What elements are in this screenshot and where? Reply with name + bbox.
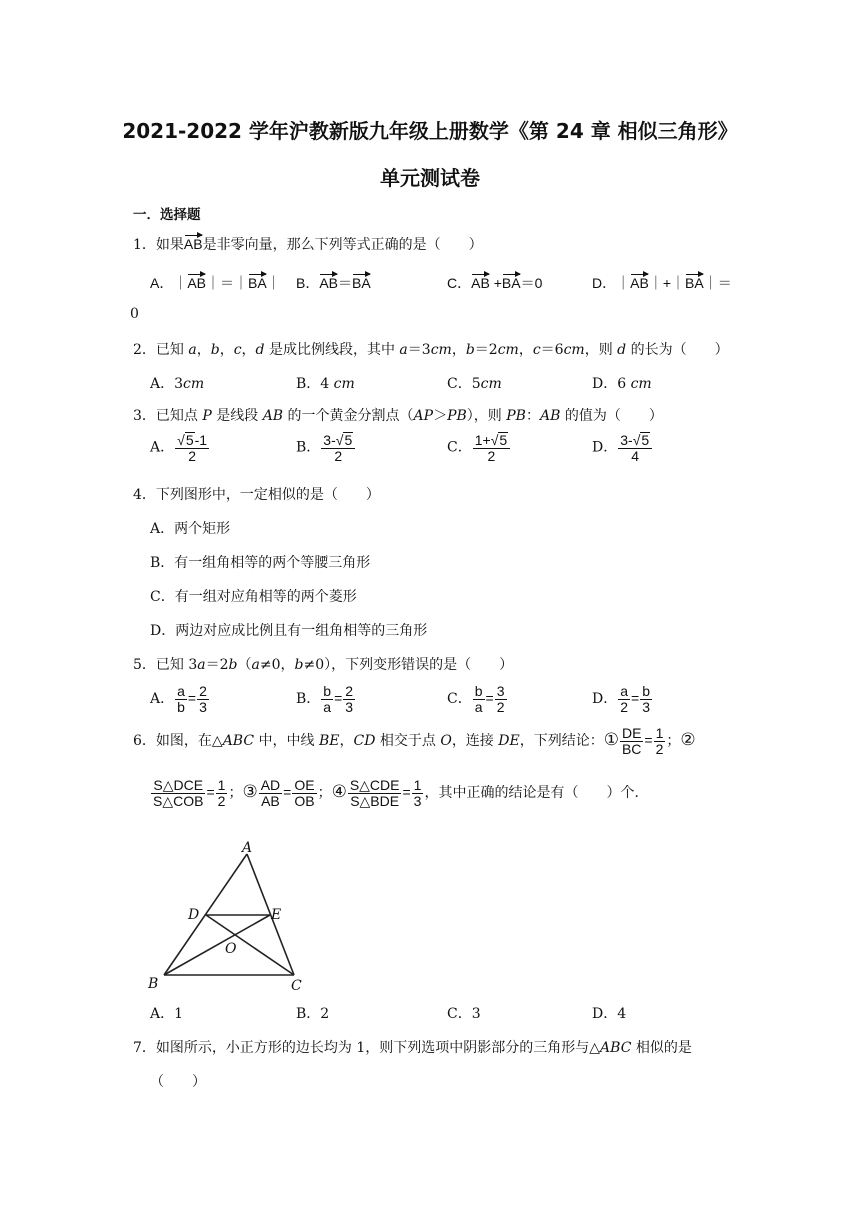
var: b	[465, 342, 475, 358]
vector: BA	[502, 271, 521, 291]
unit: cm	[630, 376, 652, 392]
numerator: 1	[413, 777, 422, 793]
equals: =	[283, 784, 292, 801]
q1-option-a: A．｜AB｜＝｜BA｜	[150, 271, 281, 293]
unit: cm	[497, 342, 519, 358]
equals: =	[485, 690, 494, 707]
equals: ＝	[220, 275, 235, 291]
radicand: 5	[344, 432, 353, 448]
text: （	[237, 657, 252, 673]
vector: AB	[471, 271, 490, 291]
fraction	[292, 778, 316, 808]
equals: =	[631, 690, 640, 707]
text: ，连接	[451, 733, 499, 750]
fraction	[618, 432, 652, 463]
var: a	[188, 342, 197, 358]
var: AP	[413, 408, 434, 424]
vector: BA	[352, 271, 371, 291]
vector: BA	[248, 271, 267, 291]
numerator: a	[620, 683, 629, 699]
denominator: 3	[345, 698, 354, 715]
question-1-stem	[133, 232, 483, 254]
label-a: A	[242, 840, 253, 856]
q2-option-b	[296, 373, 355, 393]
vector-ab: AB	[184, 232, 203, 252]
num-pre: 1+	[474, 432, 491, 448]
equals: =	[402, 784, 411, 801]
q2-option-d	[592, 373, 652, 393]
var: b	[228, 657, 238, 673]
fraction	[259, 778, 282, 808]
section-heading: 一．选择题	[133, 207, 201, 223]
q2-option-c	[447, 373, 502, 393]
q5-option-a	[150, 684, 210, 714]
fraction	[473, 432, 510, 463]
text: ＞	[433, 408, 448, 424]
q4-option-b: B．有一组角相等的两个等腰三角形	[150, 555, 371, 571]
text: 7．如图所示，小正方形的边长均为 1，则下列选项中阴影部分的三角形与△	[133, 1040, 601, 1056]
var: ABC	[600, 1040, 632, 1056]
text: ：	[525, 408, 540, 424]
text: ，下列结论：	[519, 733, 604, 750]
denominator: b	[177, 698, 185, 715]
q3-option-a	[150, 432, 210, 463]
sep: ；	[666, 733, 681, 750]
circled-1: ①	[603, 730, 619, 751]
question-7-stem	[133, 1037, 692, 1057]
fraction	[175, 432, 209, 463]
root-sign: √	[632, 432, 641, 448]
fraction	[175, 684, 187, 714]
numerator: 1	[217, 777, 226, 793]
numerator: 2	[199, 683, 207, 699]
label-o: O	[225, 941, 237, 957]
q5-option-b	[296, 684, 356, 714]
denominator: 2	[655, 740, 664, 757]
radicand: 5	[641, 432, 650, 448]
var: AB	[539, 408, 561, 424]
option-label: B．	[296, 275, 320, 291]
fraction	[321, 684, 333, 714]
vector: AB	[319, 271, 338, 291]
text: ＝6	[540, 342, 564, 358]
q6-option-a: A．1	[150, 1006, 184, 1022]
question-4-stem: 4．下列图形中，一定相似的是（ ）	[133, 487, 380, 503]
q2-option-a	[150, 373, 204, 393]
text: 5．已知 3	[133, 657, 198, 673]
option-label: D．	[592, 439, 618, 456]
option-label: D．	[592, 275, 617, 291]
var: d	[255, 342, 265, 358]
vector: AB	[630, 271, 649, 291]
text: ＝2	[474, 342, 498, 358]
equals: =	[187, 690, 197, 707]
equals: =	[334, 690, 343, 707]
numerator: b	[474, 683, 483, 699]
option-label: A．	[150, 275, 174, 291]
equals-zero: ＝0	[520, 275, 543, 291]
option-label: C．	[447, 691, 472, 708]
fraction	[640, 684, 652, 714]
q1-suffix: 是非零向量，那么下列等式正确的是（ ）	[202, 237, 483, 253]
numerator: DE	[621, 725, 642, 741]
fraction	[216, 778, 228, 808]
fraction	[618, 684, 630, 714]
option-label: D．	[592, 691, 618, 708]
text: ≠0），下列变形错误的是（ ）	[303, 657, 514, 673]
option-text: D．6	[592, 376, 631, 392]
radicand: 5	[185, 432, 194, 448]
question-6-stem-line2	[150, 778, 648, 808]
label-b: B	[148, 976, 159, 992]
segment-cd	[206, 915, 294, 975]
label-e: E	[271, 907, 282, 923]
option-label: A．	[150, 691, 175, 708]
fraction	[343, 684, 355, 714]
q5-option-d	[592, 684, 653, 714]
fraction	[620, 726, 643, 756]
text: 是线段	[211, 408, 263, 424]
numerator: 3	[496, 683, 505, 699]
var: BE	[318, 733, 340, 750]
numerator: S△CDE	[349, 777, 400, 793]
denominator: a	[323, 698, 332, 715]
option-label: B．	[296, 691, 321, 708]
vector: BA	[685, 271, 704, 291]
denominator: a	[474, 698, 483, 715]
var: a	[251, 657, 260, 673]
denominator: 2	[496, 698, 505, 715]
var: O	[440, 733, 452, 750]
fraction	[654, 726, 666, 756]
numerator: b	[642, 683, 651, 699]
q4-option-d: D．两边对应成比例且有一组角相等的三角形	[150, 623, 428, 639]
sep: ，	[518, 342, 533, 358]
numerator: a	[177, 683, 185, 699]
option-text: C．5	[447, 376, 481, 392]
numerator: 1	[655, 725, 664, 741]
fraction	[321, 432, 355, 463]
sep: ，	[241, 342, 256, 358]
unit: cm	[183, 376, 205, 392]
question-7-stem-line2: （ ）	[150, 1074, 206, 1090]
q1-option-c	[447, 271, 542, 293]
option-label: B．	[296, 439, 321, 456]
label-c: C	[291, 978, 302, 994]
option-text: A．3	[150, 376, 184, 392]
num-pre: 3-	[323, 432, 336, 448]
denominator: 4	[631, 447, 640, 464]
question-2-stem	[133, 339, 729, 359]
equals: ＝	[338, 275, 353, 291]
denominator: S△BDE	[350, 792, 400, 809]
q6-option-d: D．4	[592, 1006, 627, 1022]
unit: cm	[480, 376, 502, 392]
var: b	[294, 657, 304, 673]
text: 3．已知点	[133, 408, 203, 424]
num-post: -1	[194, 432, 208, 448]
equals: ＝	[717, 275, 732, 291]
root-sign: √	[177, 432, 185, 448]
fraction	[412, 778, 424, 808]
fraction	[151, 778, 205, 808]
circled-2: ②	[680, 730, 696, 751]
var: P	[202, 408, 212, 424]
option-label: C．	[447, 439, 472, 456]
denominator: 2	[188, 447, 196, 464]
denominator: 3	[642, 698, 651, 715]
denominator: 2	[620, 698, 629, 715]
circled-3: ③	[242, 782, 258, 803]
equals: =	[644, 732, 653, 749]
numerator: b	[323, 683, 332, 699]
q3-option-b	[296, 432, 356, 463]
text: 中，中线	[254, 733, 319, 750]
var: PB	[447, 408, 467, 424]
var: AB	[262, 408, 284, 424]
numerator: 2	[345, 683, 354, 699]
text: 相交于点	[375, 733, 441, 750]
root-sign: √	[490, 432, 499, 448]
var: DE	[498, 733, 520, 750]
var: c	[233, 342, 242, 358]
denominator: 3	[199, 698, 207, 715]
page-subtitle: 单元测试卷	[380, 166, 480, 190]
denominator: AB	[261, 792, 280, 809]
fraction	[197, 684, 209, 714]
q3-option-d	[592, 432, 653, 463]
fraction	[348, 778, 402, 808]
var: a	[399, 342, 408, 358]
q1-wrap: 0	[130, 306, 139, 322]
q5-option-c	[447, 684, 508, 714]
text: 的长为（ ）	[626, 342, 729, 358]
text: 是成比例线段，其中	[264, 342, 400, 358]
triangle-figure	[140, 838, 310, 994]
text: ，则	[584, 342, 618, 358]
sep: ，	[219, 342, 234, 358]
var: b	[210, 342, 220, 358]
q1-option-d: D．｜AB｜+｜BA｜＝	[592, 271, 732, 293]
unit: cm	[563, 342, 585, 358]
q4-option-a: A．两个矩形	[150, 521, 231, 537]
q4-option-c: C．有一组对应角相等的两个菱形	[150, 589, 357, 605]
numerator: OE	[294, 777, 315, 793]
text: 相似的是	[631, 1040, 692, 1056]
var: a	[197, 657, 206, 673]
page-title: 2021-2022 学年沪教新版九年级上册数学《第 24 章 相似三角形》	[122, 119, 738, 143]
sep: ；	[228, 785, 243, 802]
question-5-stem	[133, 654, 513, 674]
denominator: S△COB	[153, 792, 204, 809]
num-pre: 3-	[620, 432, 633, 448]
text: ＝2	[205, 657, 229, 673]
q6-option-b: B．2	[296, 1006, 330, 1022]
text: 6．如图，在△	[133, 733, 223, 750]
numerator: AD	[260, 777, 281, 793]
sep: ；	[317, 785, 332, 802]
var: c	[532, 342, 541, 358]
numerator: S△DCE	[151, 778, 205, 794]
text: ），则	[466, 408, 507, 424]
fraction	[473, 684, 485, 714]
plus: +	[662, 275, 671, 291]
radicand: 5	[499, 432, 508, 448]
denominator: 3	[413, 792, 422, 809]
q1-prefix: 1．如果	[133, 237, 184, 253]
plus: +	[493, 275, 502, 291]
text: ，其中正确的结论是有（ ）个．	[424, 785, 649, 802]
option-label: C．	[447, 275, 472, 291]
equals: =	[206, 784, 215, 801]
option-label: A．	[150, 439, 175, 456]
sep: ，	[196, 342, 211, 358]
text: 的值为（ ）	[560, 408, 663, 424]
var: ABC	[222, 733, 255, 750]
denominator: 2	[334, 447, 343, 464]
unit: cm	[430, 342, 452, 358]
denominator: BC	[621, 740, 642, 757]
var: PB	[506, 408, 526, 424]
option-text: B．4	[296, 376, 334, 392]
circled-4: ④	[331, 782, 347, 803]
text: 2．已知	[133, 342, 189, 358]
vector: AB	[187, 271, 206, 291]
text: ≠0，	[259, 657, 295, 673]
sep: ，	[339, 733, 354, 750]
var: CD	[353, 733, 376, 750]
text: 的一个黄金分割点（	[283, 408, 414, 424]
denominator: OB	[294, 792, 315, 809]
label-d: D	[188, 907, 200, 923]
text: ＝3	[407, 342, 431, 358]
segment-be	[164, 915, 270, 975]
root-sign: √	[335, 432, 344, 448]
fraction	[495, 684, 507, 714]
denominator: 2	[487, 447, 496, 464]
q6-option-c: C．3	[447, 1006, 481, 1022]
denominator: 2	[217, 792, 226, 809]
question-3-stem	[133, 405, 663, 425]
q1-option-b	[296, 271, 371, 293]
q3-option-c	[447, 432, 511, 463]
sep: ，	[451, 342, 466, 358]
question-6-stem	[133, 726, 696, 756]
var: d	[617, 342, 627, 358]
unit: cm	[333, 376, 355, 392]
